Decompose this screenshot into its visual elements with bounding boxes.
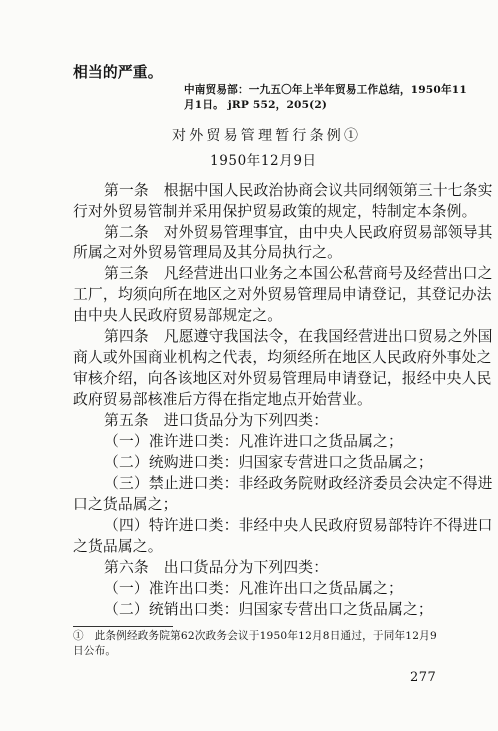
article-5-item-3-line-2: 口之货品属之； bbox=[73, 496, 178, 513]
footnote-line-1: ① 此条例经政务院第62次政务会议于1950年12月8日通过，于同年12月9 bbox=[73, 630, 437, 642]
article-5-item-2: （二）统购进口类：归国家专营进口之货品属之； bbox=[104, 454, 433, 471]
source-note-line-2: 月1日。 jRP 552，205(2) bbox=[184, 99, 328, 111]
footnote-divider bbox=[73, 626, 173, 627]
footnote-line-2: 日公布。 bbox=[73, 645, 117, 657]
article-2-line-1: 第二条 对外贸易管理事宜，由中央人民政府贸易部领导其 bbox=[104, 224, 493, 241]
article-5-item-3-line-1: （三）禁止进口类：非经政务院财政经济委员会决定不得进 bbox=[104, 475, 493, 492]
page-number: 277 bbox=[410, 670, 437, 685]
article-4-line-2: 商人或外国商业机构之代表，均须经所在地区人民政府外事处之 bbox=[73, 349, 492, 366]
article-5-line-1: 第五条 进口货品分为下列四类： bbox=[104, 412, 329, 429]
article-1-line-2: 行对外贸易管制并采用保护贸易政策的规定，特制定本条例。 bbox=[73, 203, 477, 220]
article-4-line-4: 政府贸易部核准后方得在指定地点开始营业。 bbox=[73, 391, 372, 408]
document-title: 对外贸易管理暂行条例① bbox=[172, 128, 362, 144]
article-5-item-4-line-2: 之货品属之。 bbox=[73, 538, 163, 555]
article-2-line-2: 所属之对外贸易管理局及其分局执行之。 bbox=[73, 244, 343, 261]
article-1-line-1: 第一条 根据中国人民政治协商会议共同纲领第三十七条实 bbox=[104, 182, 493, 199]
article-3-line-3: 由中央人民政府贸易部规定之。 bbox=[73, 307, 283, 324]
article-6-line-1: 第六条 出口货品分为下列四类： bbox=[104, 559, 329, 576]
article-6-item-2: （二）统销出口类：归国家专营出口之货品属之； bbox=[104, 601, 433, 618]
article-4-line-1: 第四条 凡愿遵守我国法令，在我国经营进出口贸易之外国 bbox=[104, 328, 493, 345]
article-3-line-2: 工厂，均须向所在地区之对外贸易管理局申请登记，其登记办法 bbox=[73, 286, 492, 303]
document-date: 1950年12月9日 bbox=[210, 153, 317, 169]
article-4-line-3: 审核介绍，向各该地区对外贸易管理局申请登记，报经中央人民 bbox=[73, 370, 492, 387]
article-5-item-1: （一）准许进口类：凡准许进口之货品属之； bbox=[104, 433, 403, 450]
article-5-item-4-line-1: （四）特许进口类：非经中央人民政府贸易部特许不得进口 bbox=[104, 517, 493, 534]
continuation-text: 相当的严重。 bbox=[73, 64, 163, 81]
article-6-item-1: （一）准许出口类：凡准许出口之货品属之； bbox=[104, 580, 403, 597]
article-3-line-1: 第三条 凡经营进出口业务之本国公私营商号及经营出口之 bbox=[104, 265, 493, 282]
source-note-line-1: 中南贸易部：一九五〇年上半年贸易工作总结，1950年11 bbox=[184, 84, 467, 96]
